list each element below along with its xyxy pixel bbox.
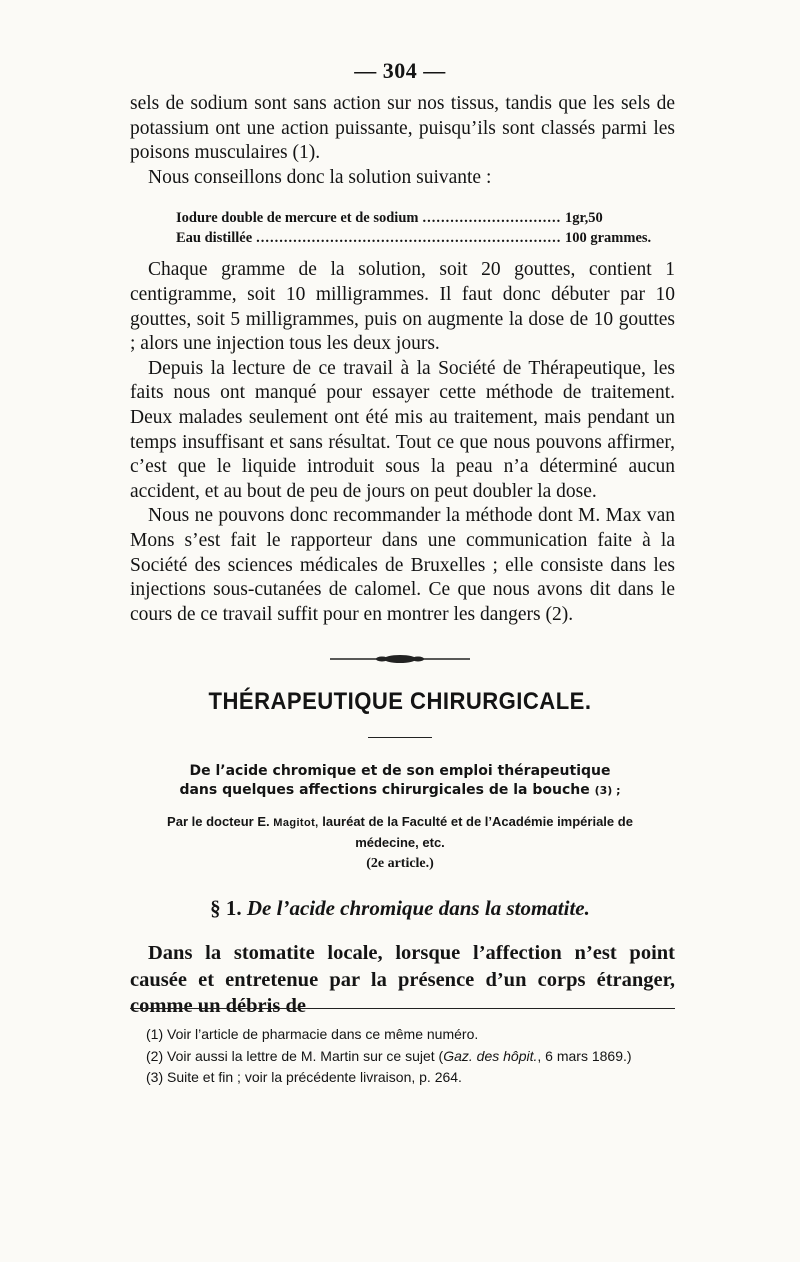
footnote-citation: Gaz. des hôpit. xyxy=(443,1047,538,1064)
article-title xyxy=(150,762,650,800)
ingredient-amount: 100 grammes. xyxy=(565,230,652,247)
leader-dots xyxy=(256,228,561,248)
paragraph: Chaque gramme de la solution, soit 20 gouttes, contient 1 centigramme, soit 10 milligrammes. Il faut donc débuter par 10 gouttes, soit 5 milligrammes, puis on augmente la dose de 10 gouttes ; alors une injection tous les deux jours. xyxy=(130,259,675,355)
footnote-text: , 6 mars 1869.) xyxy=(537,1047,632,1064)
byline xyxy=(140,812,660,852)
byline-prefix: Par le docteur E. xyxy=(167,814,270,829)
divider xyxy=(368,737,432,738)
leader-dots xyxy=(422,208,561,228)
ingredient-amount: 1gr,50 xyxy=(565,210,603,227)
paragraph: Dans la stomatite locale, lorsque l’affection n’est point causée et entretenue par la présence d’un corps étranger, comme un débris de xyxy=(130,942,675,1017)
main-text xyxy=(130,92,675,627)
subsection-heading xyxy=(0,896,800,921)
section-title: THÉRAPEUTIQUE CHIRURGICALE. xyxy=(208,688,592,715)
footnote-text: (2) Voir aussi la lettre de M. Martin sur ce sujet ( xyxy=(146,1047,444,1064)
footnote xyxy=(146,1046,681,1068)
article-title-text: dans quelques affections chirurgicales de la bouche xyxy=(179,782,590,798)
article-title-line xyxy=(150,781,650,800)
prescription-row xyxy=(130,208,675,228)
subsection-number: § 1. xyxy=(210,896,242,920)
page-number: — 304 — xyxy=(354,58,446,83)
paragraph: Nous ne pouvons donc recommander la méthode dont M. Max van Mons s’est fait le rapporteur dans une communication faite à la Société des sciences médicales de Bruxelles ; elle consiste dans les injections sous-cutanées de calomel. Ce que nous avons dit dans le cours de ce travail suffit pour en montrer les dangers (2). xyxy=(130,505,675,625)
footnote-rule xyxy=(130,1008,675,1009)
ornament-divider-icon xyxy=(330,652,470,666)
paragraph: Nous conseillons donc la solution suivante : xyxy=(148,166,492,188)
author-credentials: lauréat de la Faculté et de l’Académie impériale de médecine, etc. xyxy=(322,814,633,850)
footnotes xyxy=(146,1024,681,1089)
article-series: (2e article.) xyxy=(366,856,434,871)
footnote-ref: (3) ; xyxy=(594,784,621,797)
article-title-line: De l’acide chromique et de son emploi thérapeutique xyxy=(189,763,611,779)
prescription-row xyxy=(130,228,675,248)
paragraph: sels de sodium sont sans action sur nos tissus, tandis que les sels de potassium ont une action puissante, puisqu’ils sont classés parmi les poisons musculaires (1). xyxy=(130,93,675,164)
author-name: Magitot, xyxy=(273,817,319,829)
paragraph: Depuis la lecture de ce travail à la Société de Thérapeutique, les faits nous ont manqué pour essayer cette méthode de traitement. Deux malades seulement ont été mis au traitement, mais pendant un temps insuffisant et sans résultat. Tout ce que nous pouvons affirmer, c’est que le liquide introduit sous la peau n’a déterminé aucun accident, et au bout de peu de jours on peut doubler la dose. xyxy=(130,357,675,502)
ingredient-name: Iodure double de mercure et de sodium xyxy=(176,210,419,227)
footnote: (1) Voir l’article de pharmacie dans ce même numéro. xyxy=(146,1026,479,1042)
subsection-title: De l’acide chromique dans la stomatite. xyxy=(246,896,590,920)
prescription xyxy=(130,208,675,248)
footnote: (3) Suite et fin ; voir la précédente livraison, p. 264. xyxy=(146,1069,462,1085)
ingredient-name: Eau distillée xyxy=(176,230,253,247)
